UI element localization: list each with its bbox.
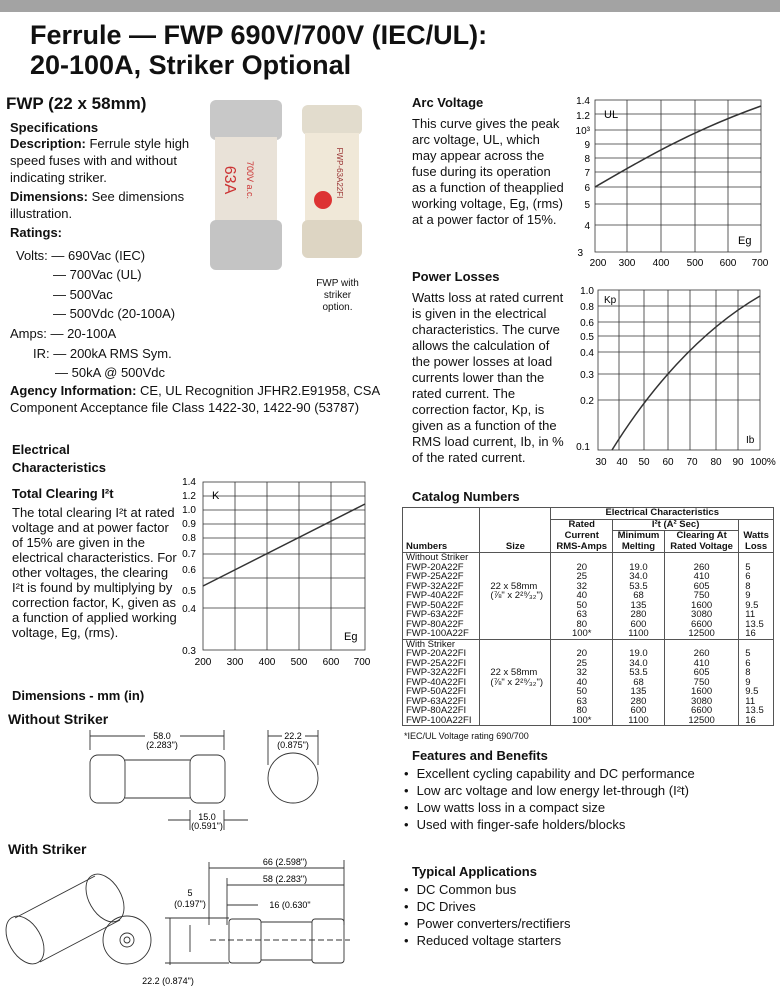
svg-text:1.0: 1.0 — [182, 505, 196, 516]
table-row: FWP-100A22F 100* 1100 12500 16 — [403, 629, 774, 639]
svg-text:0.1: 0.1 — [576, 442, 590, 453]
svg-text:0.4: 0.4 — [580, 348, 594, 359]
volts: Volts: — 690Vac (IEC) — [16, 248, 146, 263]
volts-ul: — 700Vac (UL) — [53, 267, 142, 282]
catalog-table: Electrical Characteristics Rated I²t (A² Sec) Current Minimum Clearing At Watts Numbers Size RMS-Amps Melting Rated Voltage Loss Without Striker FWP-20A22F 20 19.0 260 5 FWP-25A22F 25 34.0 410 6 FWP-32A22F 22 x 58mm 32 53.5 605 8 FWP-40A22F (⅞" x 2²⁹⁄₃₂") 40 68 750 9 FWP-50A22F 50 135 1600 9.5 FWP-63A22F 63 280 3080 11 FWP-80A22F 80 600 6600 13.5 FWP-100A22F 100* 1100 12500 16 With Striker FWP-20A22FI 20 19.0 260 5 FWP-25A22FI 25 34.0 410 6 FWP-32A22FI 22 x 58mm 32 53.5 605 8 FWP-40A22FI (⅞" x 2²⁹⁄₃₂") 40 68 750 9 FWP-50A22FI 50 135 1600 9.5 FWP-63A22FI 63 280 3080 11 FWP-80A22FI 80 600 6600 13.5 FWP-100A22FI 100* 1100 12500 16 — [402, 507, 774, 726]
svg-text:3: 3 — [577, 248, 583, 259]
svg-text:70: 70 — [686, 457, 698, 468]
svg-text:7: 7 — [584, 168, 590, 179]
list-item: • Used with finger-safe holders/blocks — [404, 816, 695, 833]
table-group-row: With Striker — [403, 639, 774, 649]
svg-text:UL: UL — [604, 109, 619, 121]
svg-text:4: 4 — [584, 221, 590, 232]
svg-text:0.6: 0.6 — [580, 318, 594, 329]
i2t-text: The total clearing I²t at rated voltage and at power factor of 15% are given in the electrical characteristics. For other voltages, the clearing I²t is found by multiplying by correction factor, K, given as a function of applied working voltage, Eg, (rms). — [12, 505, 177, 640]
list-item: • Low arc voltage and low energy let-through (I²t) — [404, 782, 695, 799]
svg-text:5: 5 — [584, 200, 590, 211]
catalog-heading: Catalog Numbers — [412, 489, 520, 504]
svg-text:1.0: 1.0 — [580, 286, 594, 297]
svg-text:50: 50 — [638, 457, 650, 468]
svg-text:400: 400 — [258, 657, 276, 668]
fuse-catalog-label: FWP-63A22FI — [335, 147, 344, 199]
agency-info: Agency Information: CE, UL Recognition JFHR2.E91958, CSA Component Acceptance file Class 1422-30, 1422-90 (53787) — [10, 383, 380, 415]
power-losses-title: Power Losses — [412, 269, 500, 284]
svg-text:Eg: Eg — [738, 235, 752, 247]
svg-text:10³: 10³ — [575, 126, 590, 137]
svg-text:0.5: 0.5 — [580, 332, 594, 343]
fuse-rating-label: 63A — [221, 165, 238, 195]
svg-text:(0.591"): (0.591") — [191, 821, 223, 831]
svg-text:22.2 (0.874"): 22.2 (0.874") — [142, 976, 194, 986]
table-row: FWP-50A22F 50 135 1600 9.5 — [403, 601, 774, 611]
svg-text:0.2: 0.2 — [580, 396, 594, 407]
svg-text:0.6: 0.6 — [182, 565, 196, 576]
amps: Amps: — 20-100A — [10, 326, 117, 341]
volts-500dc: — 500Vdc (20-100A) — [53, 306, 176, 321]
svg-text:40: 40 — [616, 457, 628, 468]
svg-text:5: 5 — [187, 888, 193, 898]
svg-text:66 (2.598"): 66 (2.598") — [262, 857, 308, 867]
svg-text:1.2: 1.2 — [576, 111, 590, 122]
arc-voltage-chart — [568, 92, 778, 272]
svg-text:(0.875"): (0.875") — [277, 740, 309, 750]
applications-heading: Typical Applications — [412, 864, 537, 879]
table-group-row: Without Striker — [403, 553, 774, 563]
model-heading: FWP (22 x 58mm) — [6, 94, 147, 113]
list-item: • Excellent cycling capability and DC performance — [404, 765, 695, 782]
table-row: FWP-25A22FI 25 34.0 410 6 — [403, 659, 774, 669]
list-item: • Power converters/rectifiers — [404, 915, 570, 932]
svg-text:58.0: 58.0 — [153, 731, 171, 741]
table-row: FWP-32A22F 22 x 58mm 32 53.5 605 8 — [403, 582, 774, 592]
table-row: FWP-25A22F 25 34.0 410 6 — [403, 572, 774, 582]
k-factor-chart — [172, 474, 380, 670]
dimension-drawings — [0, 700, 400, 994]
svg-text:16 (0.630": 16 (0.630" — [269, 900, 311, 910]
svg-text:90: 90 — [732, 457, 744, 468]
page-title: Ferrule — FWP 690V/700V (IEC/UL): 20-100A, Striker Optional — [30, 20, 488, 80]
svg-text:700: 700 — [751, 258, 769, 269]
i2t-title: Total Clearing I²t — [12, 486, 114, 501]
svg-text:0.7: 0.7 — [182, 549, 196, 560]
svg-text:0.5: 0.5 — [182, 586, 196, 597]
features-list — [404, 765, 695, 833]
svg-text:1.4: 1.4 — [182, 477, 196, 488]
svg-text:58 (2.283"): 58 (2.283") — [262, 874, 308, 884]
photo-caption: FWP with striker option. — [316, 278, 359, 313]
fuse-photo — [205, 95, 385, 280]
svg-text:600: 600 — [322, 657, 340, 668]
svg-text:15.0: 15.0 — [198, 812, 216, 822]
table-row: FWP-50A22FI 50 135 1600 9.5 — [403, 687, 774, 697]
with-striker-heading: With Striker — [8, 841, 87, 857]
svg-text:60: 60 — [662, 457, 674, 468]
arc-voltage-title: Arc Voltage — [412, 95, 484, 110]
svg-text:0.8: 0.8 — [580, 302, 594, 313]
features-heading: Features and Benefits — [412, 748, 548, 763]
svg-text:100%: 100% — [750, 457, 776, 468]
svg-text:1.4: 1.4 — [576, 96, 590, 107]
list-item: • DC Drives — [404, 898, 570, 915]
svg-text:500: 500 — [686, 258, 704, 269]
ir-dc: — 50kA @ 500Vdc — [55, 365, 166, 380]
power-losses-chart — [568, 282, 780, 472]
electrical-heading: Electrical Characteristics — [12, 442, 106, 475]
list-item: • Low watts loss in a compact size — [404, 799, 695, 816]
svg-text:200: 200 — [194, 657, 212, 668]
table-row: FWP-20A22F 20 19.0 260 5 — [403, 563, 774, 573]
table-row: FWP-63A22FI 63 280 3080 11 — [403, 697, 774, 707]
svg-text:(0.197"): (0.197") — [174, 899, 206, 909]
svg-text:0.4: 0.4 — [182, 604, 196, 615]
dimensions-heading: Dimensions - mm (in) — [12, 688, 145, 703]
svg-text:8: 8 — [584, 154, 590, 165]
table-row: FWP-100A22FI 100* 1100 12500 16 — [403, 716, 774, 726]
svg-text:0.3: 0.3 — [182, 646, 196, 657]
specifications: Specifications Description: Ferrule style high speed fuses with and without indicating striker. Dimensions: See dimensions illustration. Ratings: — [10, 120, 190, 240]
svg-text:300: 300 — [226, 657, 244, 668]
table-row: FWP-40A22FI (⅞" x 2²⁹⁄₃₂") 40 68 750 9 — [403, 678, 774, 688]
table-row: FWP-80A22FI 80 600 6600 13.5 — [403, 706, 774, 716]
svg-text:600: 600 — [719, 258, 737, 269]
svg-text:0.8: 0.8 — [182, 533, 196, 544]
volts-500ac: — 500Vac — [53, 287, 113, 302]
svg-text:K: K — [212, 490, 220, 502]
catalog-note: *IEC/UL Voltage rating 690/700 — [404, 731, 529, 741]
without-striker-heading: Without Striker — [8, 711, 109, 727]
svg-text:30: 30 — [595, 457, 607, 468]
table-row: FWP-80A22F 80 600 6600 13.5 — [403, 620, 774, 630]
table-row: FWP-20A22FI 20 19.0 260 5 — [403, 649, 774, 659]
arc-voltage-text: This curve gives the peak arc voltage, UL, which may appear across the fuse during its operation as a function of theapplied working voltage, Eg, (rms) at a power factor of 15%. — [412, 116, 564, 227]
svg-text:700: 700 — [353, 657, 371, 668]
svg-text:Ib: Ib — [746, 435, 755, 446]
svg-text:200: 200 — [589, 258, 607, 269]
applications-list — [404, 881, 570, 949]
svg-text:Eg: Eg — [344, 631, 358, 643]
svg-text:400: 400 — [652, 258, 670, 269]
ir: IR: — 200kA RMS Sym. — [33, 346, 172, 361]
svg-text:500: 500 — [290, 657, 308, 668]
power-losses-text: Watts loss at rated current is given in the electrical characteristics. The curve allows the calculation of the power losses at load currents lower than the rated current. The correction factor, Kp, is given as a function of the RMS load current, Ib, in % of the rated current. — [412, 290, 564, 465]
svg-text:300: 300 — [618, 258, 636, 269]
fuse-voltage-label: 700V a.c. — [245, 160, 255, 200]
svg-text:Kp: Kp — [604, 295, 617, 306]
svg-text:0.9: 0.9 — [182, 519, 196, 530]
table-row: FWP-32A22FI 22 x 58mm 32 53.5 605 8 — [403, 668, 774, 678]
table-row: FWP-63A22F 63 280 3080 11 — [403, 610, 774, 620]
table-row: FWP-40A22F (⅞" x 2²⁹⁄₃₂") 40 68 750 9 — [403, 591, 774, 601]
header-bar — [0, 0, 780, 12]
svg-text:1.2: 1.2 — [182, 491, 196, 502]
svg-text:(2.283"): (2.283") — [146, 740, 178, 750]
svg-text:22.2: 22.2 — [284, 731, 302, 741]
list-item: • Reduced voltage starters — [404, 932, 570, 949]
list-item: • DC Common bus — [404, 881, 570, 898]
svg-text:9: 9 — [584, 140, 590, 151]
svg-text:80: 80 — [710, 457, 722, 468]
svg-text:0.3: 0.3 — [580, 370, 594, 381]
svg-text:6: 6 — [584, 183, 590, 194]
